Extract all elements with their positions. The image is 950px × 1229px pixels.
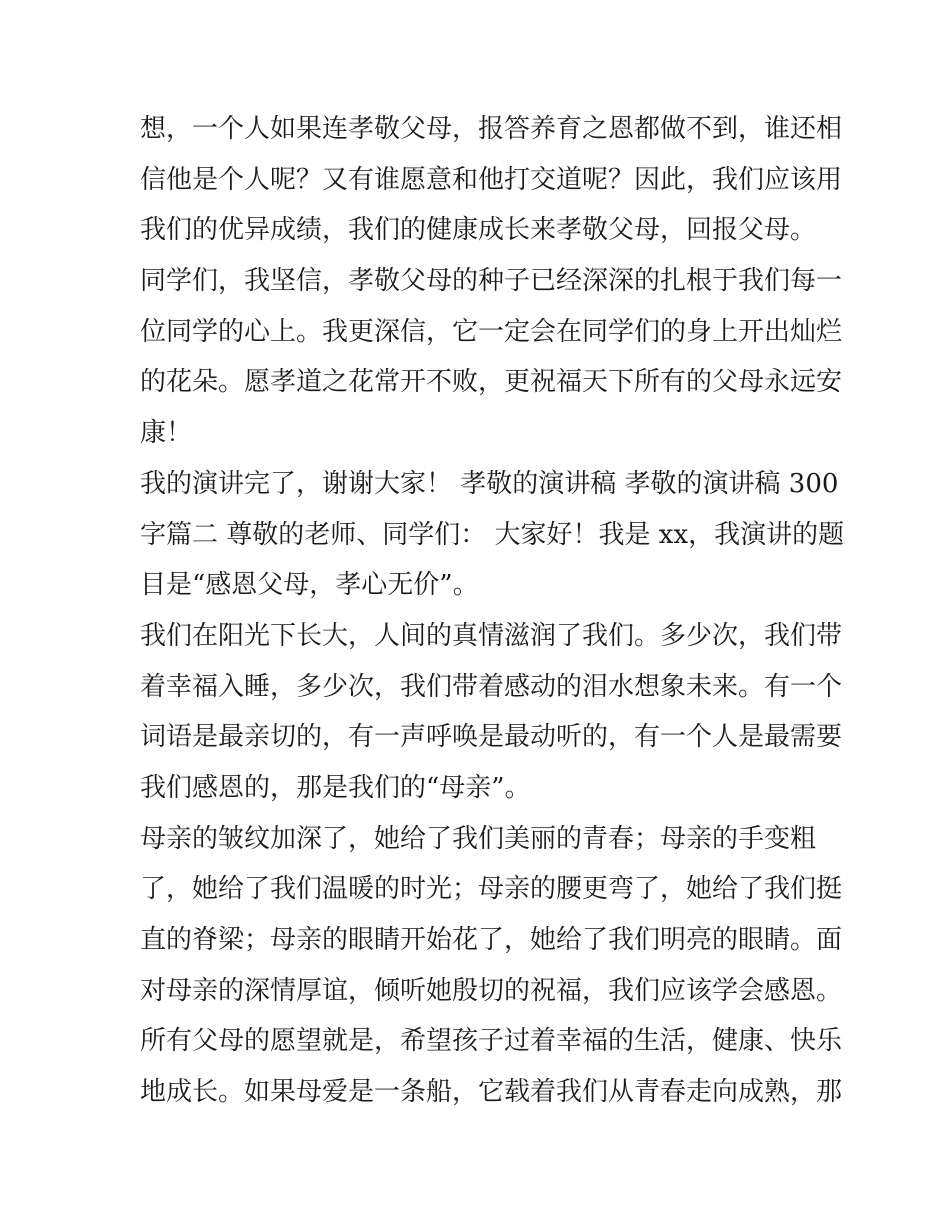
text-line: 我们在阳光下长大，人间的真情滋润了我们。多少次，我们带 [140,620,843,651]
text-line: 同学们，我坚信，孝敬父母的种子已经深深的扎根于我们每一 [140,266,843,297]
text-line: 的花朵。愿孝道之花常开不败，更祝福天下所有的父母永远安 [140,367,843,398]
text-line: 信他是个人呢？又有谁愿意和他打交道呢？因此，我们应该用 [140,164,843,195]
text-line: 着幸福入睡，多少次，我们带着感动的泪水想象未来。有一个 [140,671,843,702]
text-line: 想，一个人如果连孝敬父母，报答养育之恩都做不到，谁还相 [140,114,843,144]
text-line: 地成长。如果母爱是一条船，它载着我们从青春走向成熟，那 [140,1077,843,1108]
text-line: 位同学的心上。我更深信，它一定会在同学们的身上开出灿烂 [140,316,843,347]
text-line: 康！ [140,418,193,449]
text-line: 母亲的皱纹加深了，她给了我们美丽的青春；母亲的手变粗 [140,823,817,854]
text-line: 字篇二 尊敬的老师、同学们： 大家好！我是 xx，我演讲的题 [140,519,845,550]
text-line: 所有父母的愿望就是，希望孩子过着幸福的生活，健康、快乐 [140,1026,843,1057]
text-line: 我们感恩的，那是我们的“母亲”。 [140,772,531,803]
text-line: 对母亲的深情厚谊，倾听她殷切的祝福，我们应该学会感恩。 [140,975,843,1006]
text-line: 了，她给了我们温暖的时光；母亲的腰更弯了，她给了我们挺 [140,874,843,905]
body-text [140,104,845,1118]
text-line: 我的演讲完了，谢谢大家！ 孝敬的演讲稿 孝敬的演讲稿 300 [140,468,839,499]
text-line: 词语是最亲切的，有一声呼唤是最动听的，有一个人是最需要 [140,722,843,753]
text-line: 我们的优异成绩，我们的健康成长来孝敬父母，回报父母。 [140,215,817,246]
text-line: 直的脊梁；母亲的眼睛开始花了，她给了我们明亮的眼睛。面 [140,925,843,955]
text-line: 目是“感恩父母，孝心无价”。 [140,570,479,601]
